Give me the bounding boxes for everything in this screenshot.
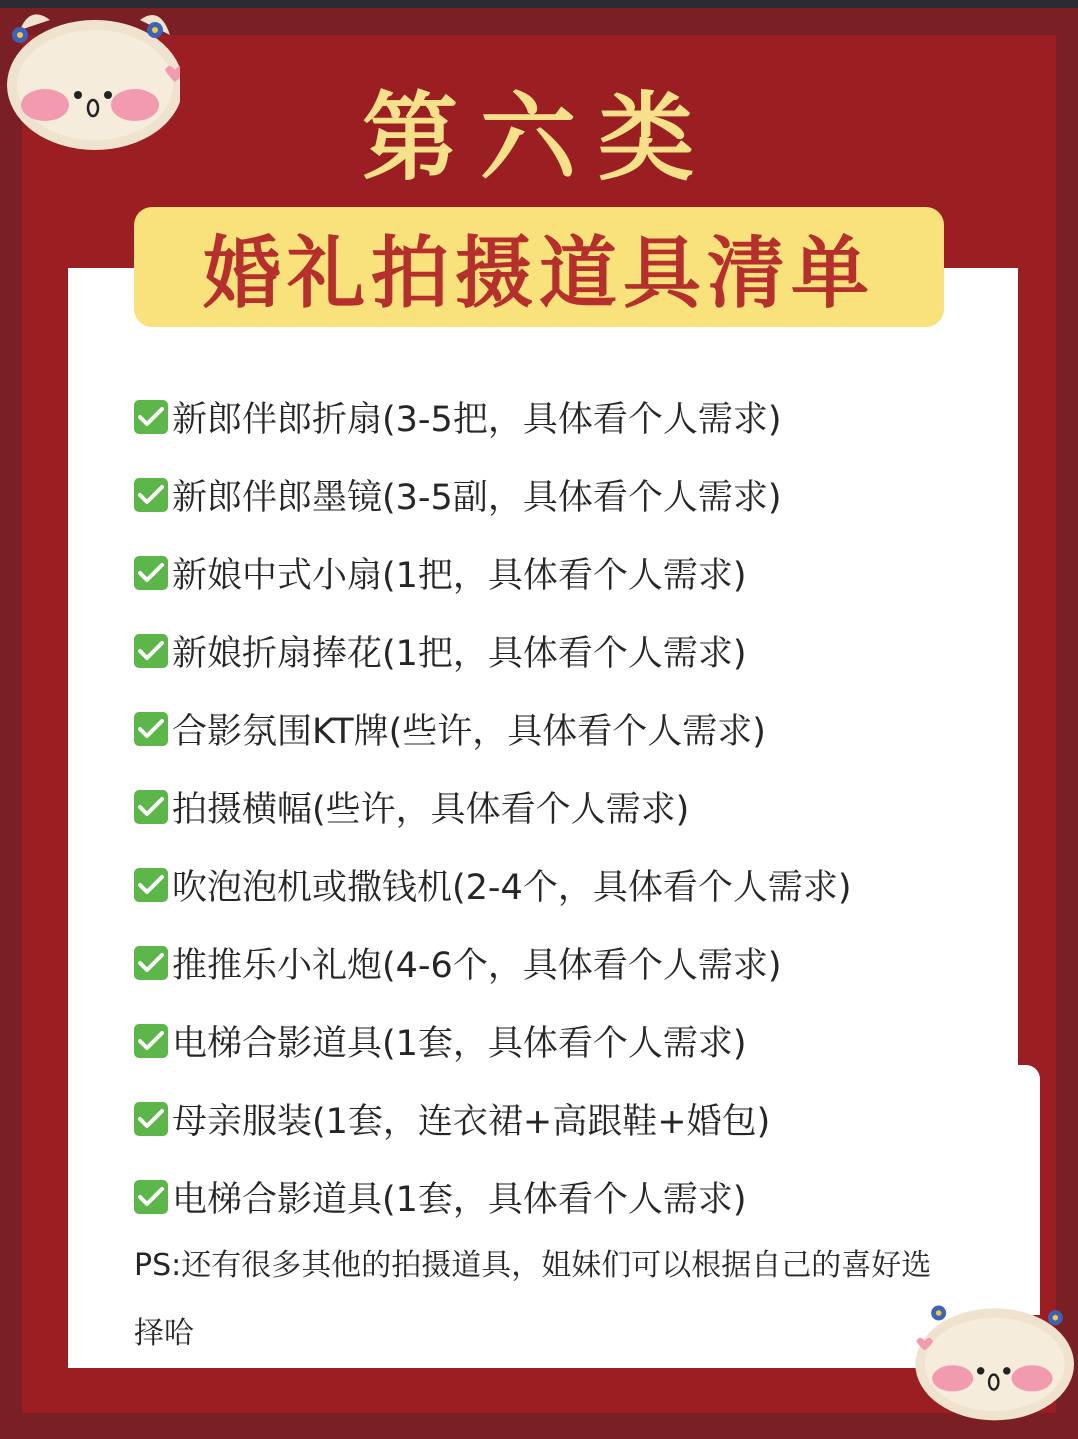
item-text: 电梯合影道具(1套，具体看个人需求) — [172, 1180, 747, 1220]
check-mark-icon — [134, 946, 168, 980]
list-item — [134, 378, 1004, 456]
list-item — [134, 456, 1004, 534]
item-text: 新娘折扇捧花(1把，具体看个人需求) — [172, 634, 747, 674]
item-text: 合影氛围KT牌(些许，具体看个人需求) — [172, 712, 766, 752]
item-text: 电梯合影道具(1套，具体看个人需求) — [172, 1024, 747, 1064]
item-text: 拍摄横幅(些许，具体看个人需求) — [172, 790, 690, 830]
list-item — [134, 690, 1004, 768]
check-mark-icon — [134, 790, 168, 824]
check-mark-icon — [134, 1102, 168, 1136]
pig-sticker-icon — [0, 0, 180, 150]
list-item — [134, 612, 1004, 690]
list-item — [134, 924, 1004, 1002]
ps-note — [134, 1232, 984, 1368]
subtitle-banner — [134, 207, 944, 327]
subtitle-text: 婚礼拍摄道具清单 — [202, 229, 875, 319]
item-text: 新郎伴郎折扇(3-5把，具体看个人需求) — [172, 400, 782, 440]
item-text: 新娘中式小扇(1把，具体看个人需求) — [172, 556, 747, 596]
check-mark-icon — [134, 712, 168, 746]
item-text: 推推乐小礼炮(4-6个，具体看个人需求) — [172, 946, 782, 986]
check-mark-icon — [134, 1180, 168, 1214]
check-mark-icon — [134, 478, 168, 512]
list-item — [134, 768, 1004, 846]
list-item — [134, 534, 1004, 612]
list-item — [134, 1002, 1004, 1080]
list-item — [134, 846, 1004, 924]
check-mark-icon — [134, 868, 168, 902]
pig-sticker-icon — [905, 1285, 1075, 1425]
item-text: 吹泡泡机或撒钱机(2-4个，具体看个人需求) — [172, 868, 852, 908]
prop-list — [134, 378, 1004, 1236]
check-mark-icon — [134, 1024, 168, 1058]
page-title: 第六类 — [362, 82, 716, 194]
white-card-tab — [1000, 1065, 1040, 1315]
item-text: 新郎伴郎墨镜(3-5副，具体看个人需求) — [172, 478, 782, 518]
list-item — [134, 1158, 1004, 1236]
list-item — [134, 1080, 1004, 1158]
item-text: 母亲服装(1套，连衣裙+高跟鞋+婚包) — [172, 1102, 771, 1142]
check-mark-icon — [134, 634, 168, 668]
ps-line-1: PS:还有很多其他的拍摄道具，姐妹们可以根据自己的喜好选 — [134, 1248, 932, 1283]
ps-line-2: 择哈 — [134, 1316, 194, 1351]
check-mark-icon — [134, 556, 168, 590]
check-mark-icon — [134, 400, 168, 434]
